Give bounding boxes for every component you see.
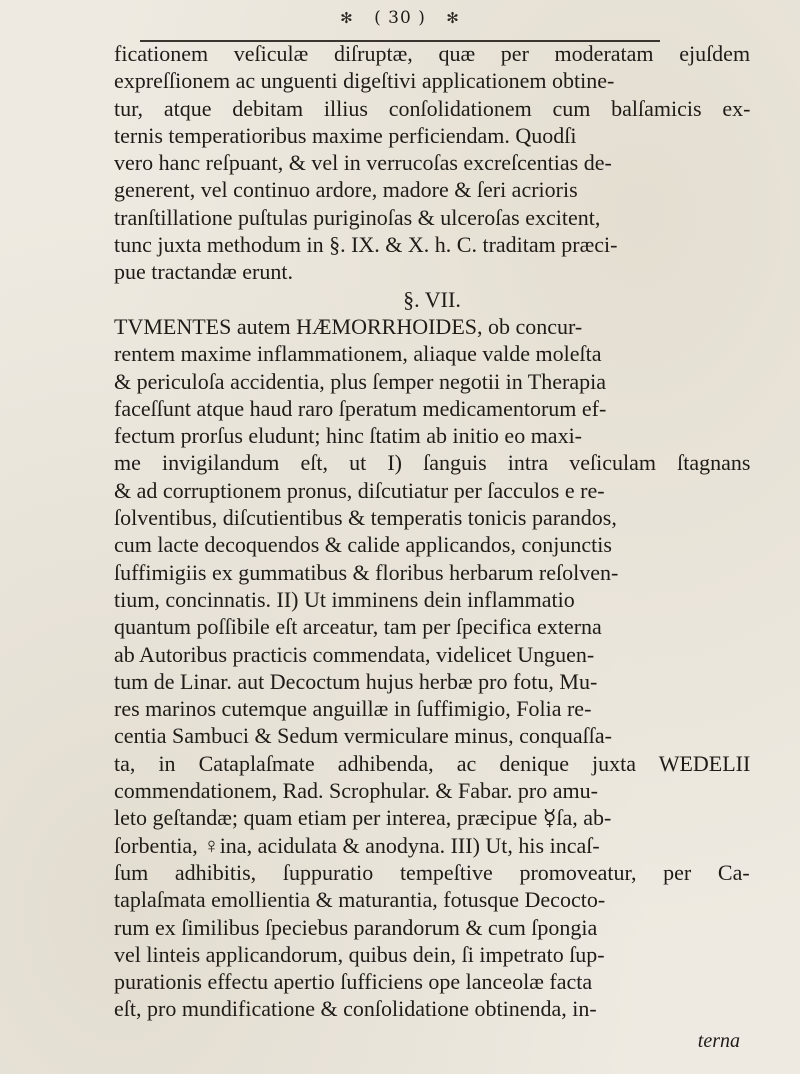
text-line: ab Autoribus practicis commendata, videlicet Unguen- [114, 641, 595, 667]
text-line: ſorbentia, ♀ina, acidulata & anodyna. III) Ut, his incaſ- [114, 832, 600, 858]
text-line: cum lacte decoquendos & calide applicandos, conjunctis [114, 532, 612, 558]
text-line: expreſſionem ac unguenti digeſtivi applicationem obtine- [114, 68, 615, 94]
body-text [114, 40, 750, 1023]
text-line: ſolventibus, diſcutientibus & temperatis tonicis parandos, [114, 505, 617, 531]
text-line: centia Sambuci & Sedum vermiculare minus, conquaſſa- [114, 723, 612, 749]
page-number: ( 30 ) [374, 8, 426, 28]
text-line: vero hanc reſpuant, & vel in verrucoſas excreſcentias de- [114, 150, 612, 176]
text-line: & periculoſa accidentia, plus ſemper negotii in Therapia [114, 368, 606, 394]
right-ornament-icon: ✻ [446, 9, 460, 27]
text-line: tium, concinnatis. II) Ut imminens dein inflammatio [114, 586, 575, 612]
text-line: res marinos cutemque anguillæ in ſuffimigio, Folia re- [114, 696, 592, 722]
text-line: generent, vel continuo ardore, madore & ſeri acrioris [114, 177, 578, 203]
text-line: tunc juxta methodum in §. IX. & X. h. C. traditam præci- [114, 232, 618, 258]
text-line: TVMENTES autem HÆMORRHOIDES, ob concur- [114, 313, 583, 339]
text-line: rentem maxime inflammationem, aliaque valde moleſta [114, 341, 602, 367]
text-line: purationis effectu apertio ſufficiens ope lanceolæ facta [114, 969, 593, 995]
text-line: leto geſtandæ; quam etiam per interea, præcipue ☿ſa, ab- [114, 805, 612, 831]
running-header [0, 8, 800, 28]
section-heading: §. VII. [403, 286, 461, 312]
text-line: & ad corruptionem pronus, diſcutiatur per ſacculos e re- [114, 477, 605, 503]
text-line: ſuffimigiis ex gummatibus & floribus herbarum reſolven- [114, 559, 619, 585]
text-line: tur, atque debitam illius conſolidationem cum balſamicis ex- [114, 95, 751, 121]
text-line: ſum adhibitis, ſuppuratio tempeſtive promoveatur, per Ca- [114, 859, 750, 885]
text-line: eſt, pro mundificatione & conſolidatione obtinenda, in- [114, 996, 597, 1022]
text-line: vel linteis applicandorum, quibus dein, ſi impetrato ſup- [114, 941, 605, 967]
text-line: fectum prorſus eludunt; hinc ſtatim ab initio eo maxi- [114, 423, 583, 449]
catchword: terna [697, 1030, 740, 1052]
text-line: ternis temperatioribus maxime perficiendam. Quodſi [114, 122, 577, 148]
text-line: me invigilandum eſt, ut I) ſanguis intra veſiculam ſtagnans [114, 450, 751, 476]
text-line: ficationem veſiculæ diſruptæ, quæ per moderatam ejuſdem [114, 41, 751, 66]
text-line: ta, in Cataplaſmate adhibenda, ac denique juxta WEDELII [114, 750, 751, 776]
text-line: faceſſunt atque haud raro ſperatum medicamentorum ef- [114, 395, 607, 421]
text-line: quantum poſſibile eſt arceatur, tam per ſpecifica externa [114, 614, 602, 640]
left-ornament-icon: ✻ [340, 9, 354, 27]
text-line: taplaſmata emollientia & maturantia, fotusque Decocto- [114, 887, 606, 913]
text-line: commendationem, Rad. Scrophular. & Fabar. pro amu- [114, 778, 598, 804]
text-line: tranſtillatione puſtulas puriginoſas & ulceroſas excitent, [114, 204, 601, 230]
text-line: pue tractandæ erunt. [114, 259, 293, 285]
text-line: tum de Linar. aut Decoctum hujus herbæ pro fotu, Mu- [114, 668, 598, 694]
text-line: rum ex ſimilibus ſpeciebus parandorum & cum ſpongia [114, 914, 598, 940]
